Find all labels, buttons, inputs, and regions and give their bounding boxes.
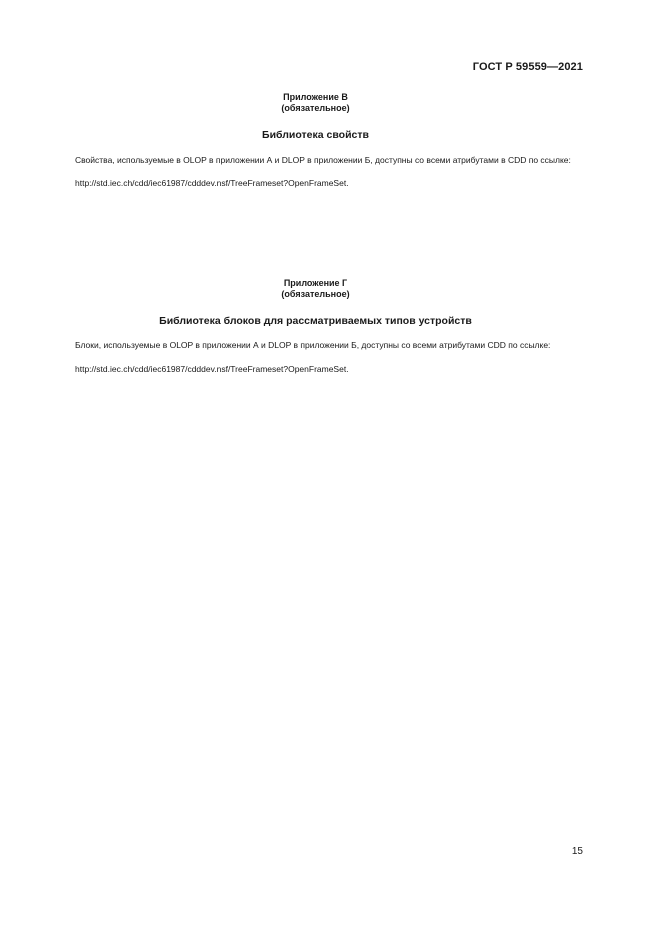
appendix-v-title: Приложение В [283,92,348,102]
appendix-v-heading: Библиотека свойств [262,129,369,141]
appendix-v-paragraph [48,155,583,166]
appendix-v-link[interactable]: http://std.iec.ch/cdd/iec61987/cdddev.nsf/TreeFrameset?OpenFrameSet. [75,178,349,188]
appendix-g-link[interactable]: http://std.iec.ch/cdd/iec61987/cdddev.nsf/TreeFrameset?OpenFrameSet. [75,364,349,374]
appendix-v-paragraph-text: Свойства, используемые в OLOP в приложении А и DLOP в приложении Б, доступны со всеми атрибутами в CDD по ссылке: [75,155,571,165]
appendix-g-paragraph [48,340,583,351]
appendix-g-heading: Библиотека блоков для рассматриваемых типов устройств [159,315,472,327]
appendix-g-status: (обязательное) [281,289,350,299]
appendix-g-title: Приложение Г [283,278,348,288]
document-code: ГОСТ Р 59559—2021 [472,61,583,73]
appendix-v-status: (обязательное) [281,103,350,113]
page-number: 15 [571,846,583,857]
appendix-g-paragraph-text: Блоки, используемые в OLOP в приложении А и DLOP в приложении Б, доступны со всеми атрибутами CDD по ссылке: [75,340,551,350]
